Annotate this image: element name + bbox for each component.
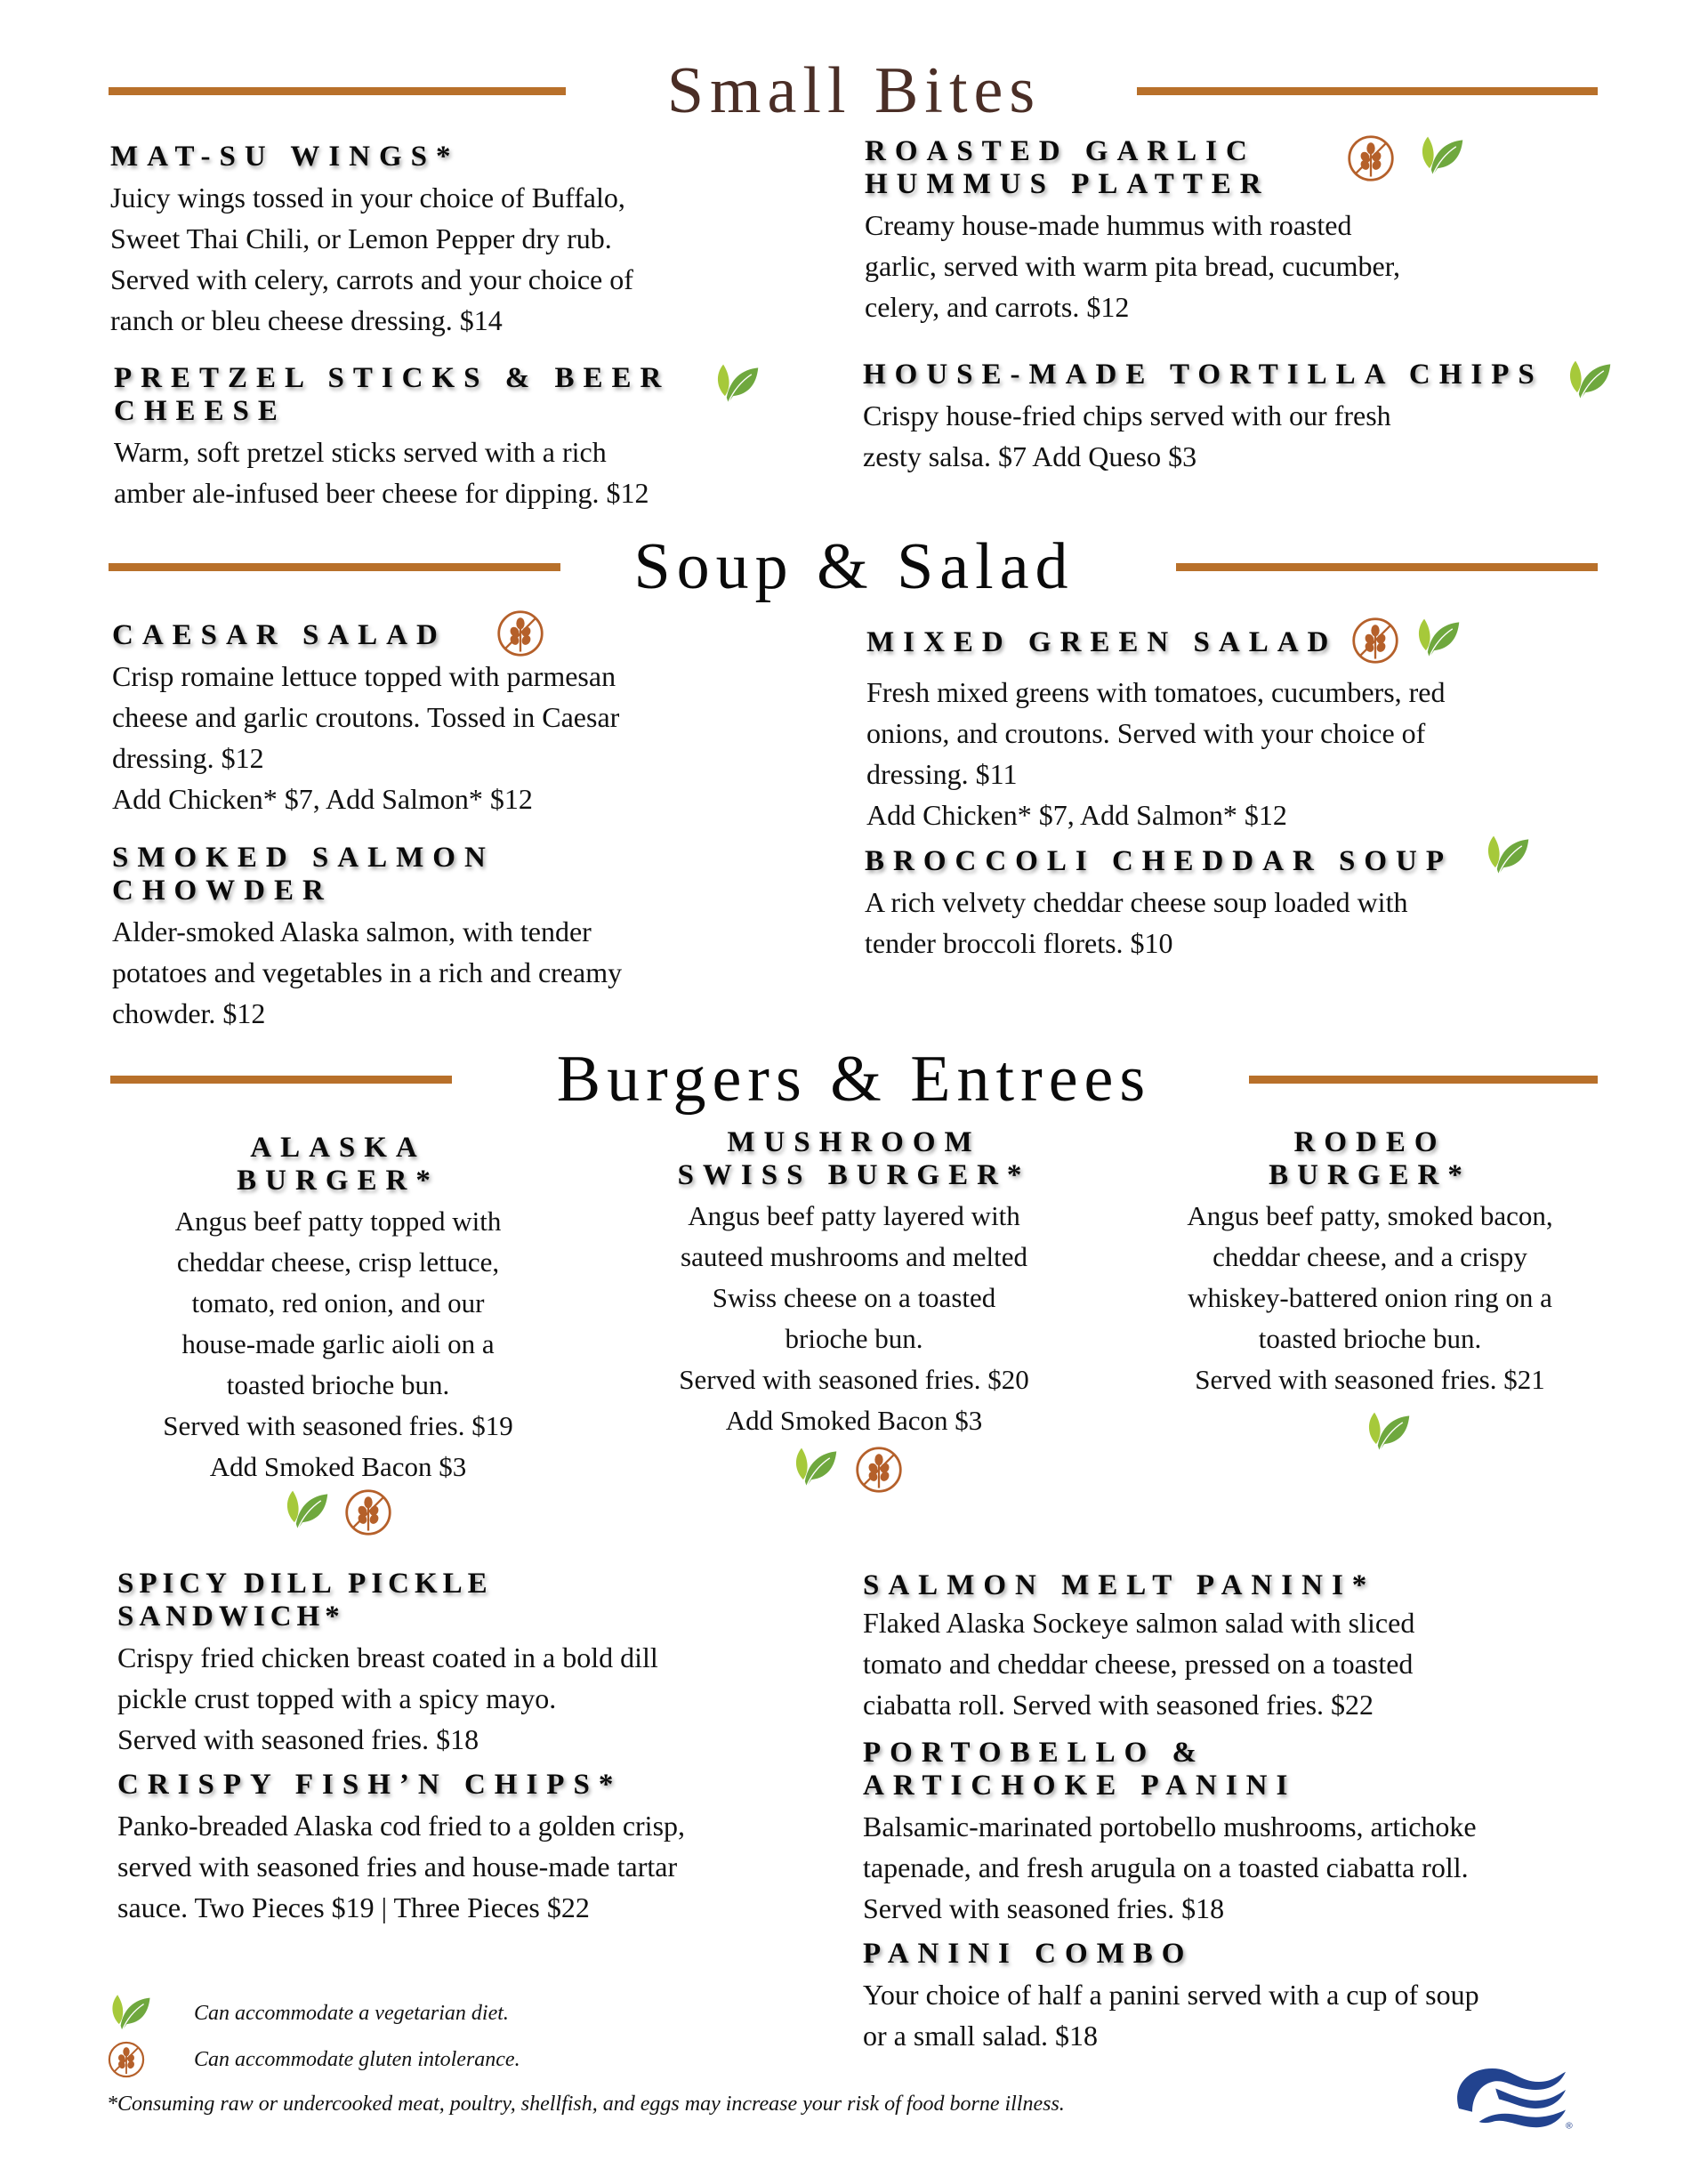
wave-face-logo bbox=[1432, 2046, 1592, 2144]
legend-gluten-free bbox=[107, 2037, 520, 2082]
menu-item-roasted-garlic-hummus bbox=[865, 135, 1594, 327]
section-title: Small Bites bbox=[666, 54, 1042, 127]
item-description: Creamy house-made hummus with roasted garlic, served with warm pita bread, cucumber, celery, and carrots. $12 bbox=[865, 209, 1401, 323]
item-name: PANINI COMBO bbox=[863, 1938, 1194, 1970]
item-name: CRISPY FISH’N CHIPS* bbox=[117, 1769, 623, 1801]
item-description: A rich velvety cheddar cheese soup loaded with tender broccoli florets. $10 bbox=[865, 886, 1408, 959]
no-wheat-icon bbox=[1346, 133, 1396, 183]
item-name: ROASTED GARLIC HUMMUS PLATTER bbox=[865, 135, 1270, 200]
item-name: MUSHROOM SWISS BURGER* bbox=[677, 1126, 1031, 1191]
legend-label: Can accommodate gluten intolerance. bbox=[194, 2047, 520, 2071]
item-name: CAESAR SALAD bbox=[112, 619, 447, 651]
no-wheat-icon bbox=[495, 609, 545, 658]
no-wheat-icon bbox=[854, 1445, 904, 1495]
item-name: SALMON MELT PANINI* bbox=[863, 1569, 1376, 1601]
leaf-icon bbox=[1363, 1407, 1413, 1457]
item-name: BROCCOLI CHEDDAR SOUP bbox=[865, 845, 1454, 877]
section-header-small-bites bbox=[0, 51, 1708, 131]
item-description: Angus beef patty topped with cheddar cheese, crisp lettuce, tomato, red onion, and our house-made garlic aioli on a toasted brioche bun. Served with seasoned fries. $19 Add Smoked Bacon $3 bbox=[163, 1205, 513, 1482]
item-description: Angus beef patty, smoked bacon, cheddar cheese, and a crispy whiskey-battered onion ring on a toasted brioche bun. Served with seasoned fries. $21 bbox=[1187, 1200, 1553, 1395]
item-description: Balsamic-marinated portobello mushrooms, artichoke tapenade, and fresh arugula on a toasted ciabatta roll. Served with seasoned fries. $18 bbox=[863, 1810, 1477, 1924]
menu-item-portobello-artichoke-panini bbox=[863, 1737, 1610, 1929]
item-name: MAT-SU WINGS* bbox=[110, 141, 460, 173]
item-name: RODEO BURGER* bbox=[1269, 1126, 1471, 1191]
leaf-icon bbox=[1413, 614, 1462, 664]
item-name: SMOKED SALMON CHOWDER bbox=[112, 842, 495, 907]
no-wheat-icon bbox=[1350, 616, 1400, 665]
item-description: Crispy house-fried chips served with our fresh zesty salsa. $7 Add Queso $3 bbox=[863, 399, 1391, 472]
item-name: PRETZEL STICKS & BEER CHEESE bbox=[114, 362, 671, 427]
item-description: Alder-smoked Alaska salmon, with tender potatoes and vegetables in a rich and creamy chowder. $12 bbox=[112, 915, 623, 1029]
item-description: Flaked Alaska Sockeye salmon salad with sliced tomato and cheddar cheese, pressed on a toasted ciabatta roll. Served with seasoned fries. $22 bbox=[863, 1607, 1415, 1721]
svg-text:®: ® bbox=[1566, 2120, 1573, 2132]
menu-item-smoked-salmon-chowder bbox=[112, 842, 824, 1034]
item-description: Warm, soft pretzel sticks served with a rich amber ale-infused beer cheese for dipping. $12 bbox=[114, 436, 649, 509]
menu-item-rodeo-burger bbox=[1139, 1126, 1601, 1400]
item-description: Crispy fried chicken breast coated in a bold dill pickle crust topped with a spicy mayo. Served with seasoned fries. $18 bbox=[117, 1641, 658, 1755]
menu-item-panini-combo bbox=[863, 1938, 1610, 2056]
leaf-icon bbox=[1416, 132, 1466, 181]
item-name: SPICY DILL PICKLE SANDWICH* bbox=[117, 1568, 493, 1633]
menu-item-pretzel-sticks bbox=[114, 362, 790, 513]
item-description: Crisp romaine lettuce topped with parmesan cheese and garlic croutons. Tossed in Caesar dressing. $12 Add Chicken* $7, Add Salmon* $12 bbox=[112, 660, 620, 815]
menu-item-crispy-fish-n-chips bbox=[117, 1769, 829, 1928]
section-header-burgers-entrees bbox=[0, 1039, 1708, 1119]
menu-item-spicy-dill-pickle-sandwich bbox=[117, 1568, 829, 1760]
no-wheat-icon bbox=[107, 2037, 146, 2082]
leaf-icon bbox=[712, 359, 761, 409]
section-header-soup-salad bbox=[0, 527, 1708, 607]
item-name: MIXED GREEN SALAD bbox=[866, 626, 1338, 658]
section-title: Burgers & Entrees bbox=[556, 1043, 1152, 1116]
menu-item-mushroom-swiss-burger bbox=[623, 1126, 1085, 1441]
item-description: Angus beef patty layered with sauteed mushrooms and melted Swiss cheese on a toasted brioche bun. Served with seasoned fries. $20 Add Smoked Bacon $3 bbox=[679, 1200, 1029, 1436]
no-wheat-icon bbox=[343, 1488, 393, 1537]
menu-item-caesar-salad bbox=[112, 619, 824, 819]
leaf-icon bbox=[281, 1486, 331, 1536]
item-description: Juicy wings tossed in your choice of Buffalo, Sweet Thai Chili, or Lemon Pepper dry rub. Served with celery, carrots and your choice of ranch or bleu cheese dressing. $14 bbox=[110, 181, 633, 336]
section-title: Soup & Salad bbox=[633, 530, 1075, 603]
item-description: Panko-breaded Alaska cod fried to a golden crisp, served with seasoned fries and house-made tartar sauce. Two Pieces $19 | Three Pieces $22 bbox=[117, 1810, 686, 1923]
leaf-icon bbox=[107, 1989, 153, 2037]
item-name: ALASKA BURGER* bbox=[237, 1132, 439, 1197]
food-safety-disclaimer: *Consuming raw or undercooked meat, poultry, shellfish, and eggs may increase your risk of food borne illness. bbox=[107, 2092, 1065, 2116]
menu-item-mat-su-wings bbox=[110, 141, 786, 341]
legend-label: Can accommodate a vegetarian diet. bbox=[194, 2001, 509, 2025]
item-name: HOUSE-MADE TORTILLA CHIPS bbox=[863, 359, 1543, 391]
menu-item-salmon-melt-panini bbox=[863, 1569, 1592, 1725]
leaf-icon bbox=[1564, 356, 1614, 406]
item-description: Your choice of half a panini served with a cup of soup or a small salad. $18 bbox=[863, 1979, 1479, 2052]
leaf-icon bbox=[790, 1443, 840, 1493]
item-name: PORTOBELLO & ARTICHOKE PANINI bbox=[863, 1737, 1297, 1802]
menu-item-alaska-burger bbox=[107, 1132, 569, 1488]
menu-item-tortilla-chips bbox=[863, 359, 1592, 477]
leaf-icon bbox=[1482, 831, 1532, 881]
menu-item-mixed-green-salad bbox=[866, 626, 1596, 835]
legend-vegetarian bbox=[107, 1989, 509, 2037]
item-description: Fresh mixed greens with tomatoes, cucumbers, red onions, and croutons. Served with your choice of dressing. $11 Add Chicken* $7, Add Salmon* $12 bbox=[866, 676, 1446, 831]
